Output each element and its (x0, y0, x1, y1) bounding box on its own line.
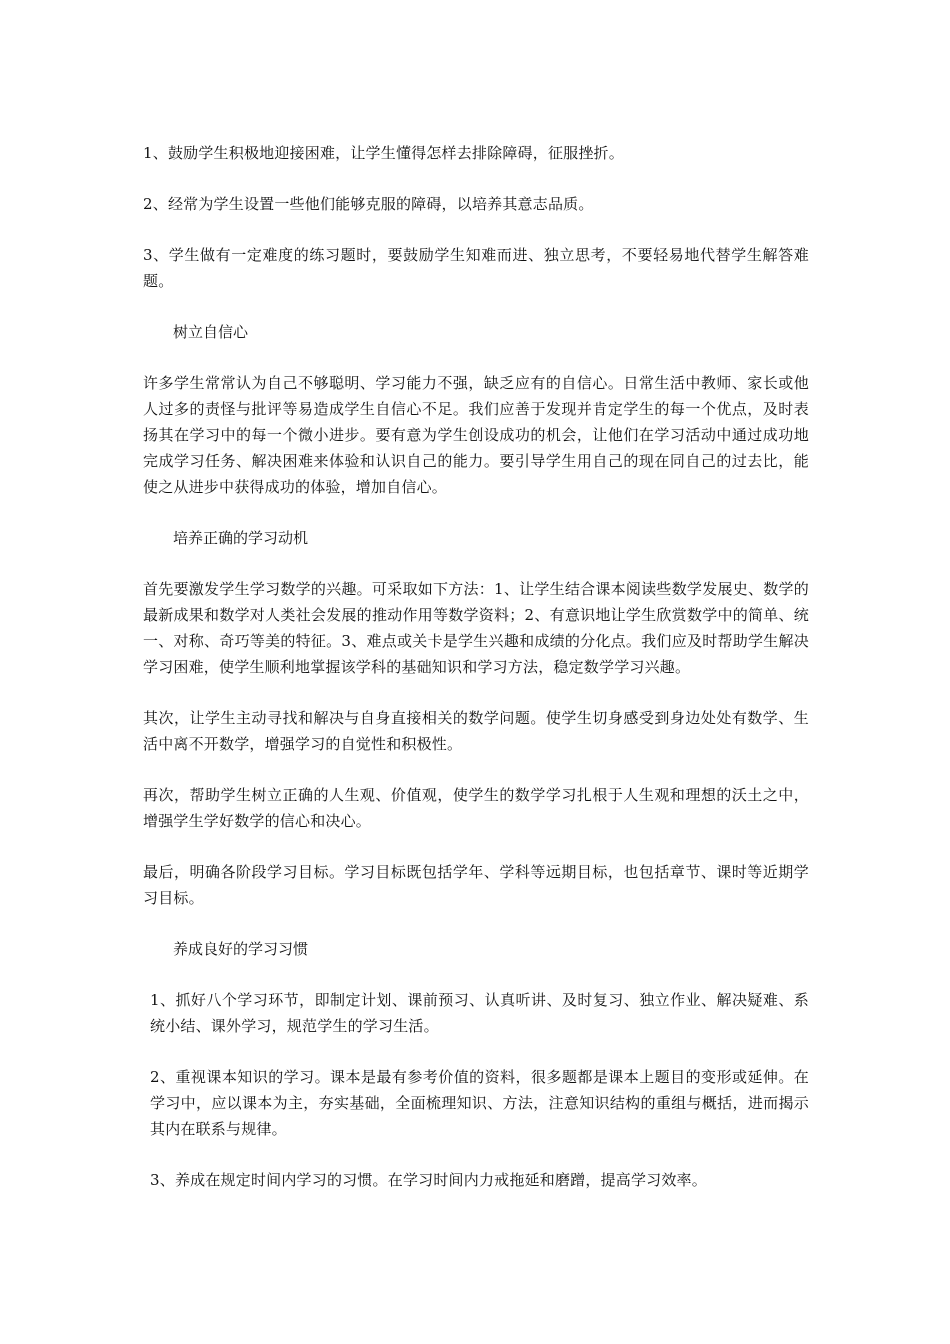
paragraph-6: 其次，让学生主动寻找和解决与自身直接相关的数学问题。使学生切身感受到身边处处有数学、生活中离不开数学，增强学习的自觉性和积极性。 (143, 709, 809, 753)
document-body (143, 140, 809, 1218)
paragraph-7: 再次，帮助学生树立正确的人生观、价值观，使学生的数学学习扎根于人生观和理想的沃土之中，增强学生学好数学的信心和决心。 (143, 786, 809, 830)
paragraph-4: 许多学生常常认为自己不够聪明、学习能力不强，缺乏应有的自信心。日常生活中教师、家长或他人过多的责怪与批评等易造成学生自信心不足。我们应善于发现并肯定学生的每一个优点，及时表扬其在学习中的每一个微小进步。要有意为学生创设成功的机会，让他们在学习活动中通过成功地完成学习任务、解决困难来体验和认识自己的能力。要引导学生用自己的现在同自己的过去比，能使之从进步中获得成功的体验，增加自信心。 (143, 374, 809, 496)
paragraph-9: 1、抓好八个学习环节，即制定计划、课前预习、认真听讲、及时复习、独立作业、解决疑难、系统小结、课外学习，规范学生的学习生活。 (150, 991, 809, 1035)
paragraph-10: 2、重视课本知识的学习。课本是最有参考价值的资料，很多题都是课本上题目的变形或延伸。在学习中，应以课本为主，夯实基础，全面梳理知识、方法，注意知识结构的重组与概括，进而揭示其内在联系与规律。 (150, 1068, 809, 1138)
paragraph-11: 3、养成在规定时间内学习的习惯。在学习时间内力戒拖延和磨蹭，提高学习效率。 (150, 1171, 707, 1189)
section-heading-habits: 养成良好的学习习惯 (173, 940, 309, 958)
section-heading-motivation: 培养正确的学习动机 (173, 529, 309, 547)
paragraph-2: 2、经常为学生设置一些他们能够克服的障碍，以培养其意志品质。 (143, 195, 594, 213)
section-heading-confidence: 树立自信心 (173, 323, 249, 341)
paragraph-5: 首先要激发学生学习数学的兴趣。可采取如下方法：1、让学生结合课本阅读些数学发展史、数学的最新成果和数学对人类社会发展的推动作用等数学资料；2、有意识地让学生欣赏数学中的简单、统一、对称、奇巧等美的特征。3、难点或关卡是学生兴趣和成绩的分化点。我们应及时帮助学生解决学习困难，使学生顺利地掌握该学科的基础知识和学习方法，稳定数学学习兴趣。 (143, 580, 809, 676)
paragraph-1: 1、鼓励学生积极地迎接困难，让学生懂得怎样去排除障碍，征服挫折。 (143, 144, 624, 162)
paragraph-8: 最后，明确各阶段学习目标。学习目标既包括学年、学科等远期目标，也包括章节、课时等近期学习目标。 (143, 863, 809, 907)
paragraph-3: 3、学生做有一定难度的练习题时，要鼓励学生知难而进、独立思考，不要轻易地代替学生解答难题。 (143, 246, 809, 290)
